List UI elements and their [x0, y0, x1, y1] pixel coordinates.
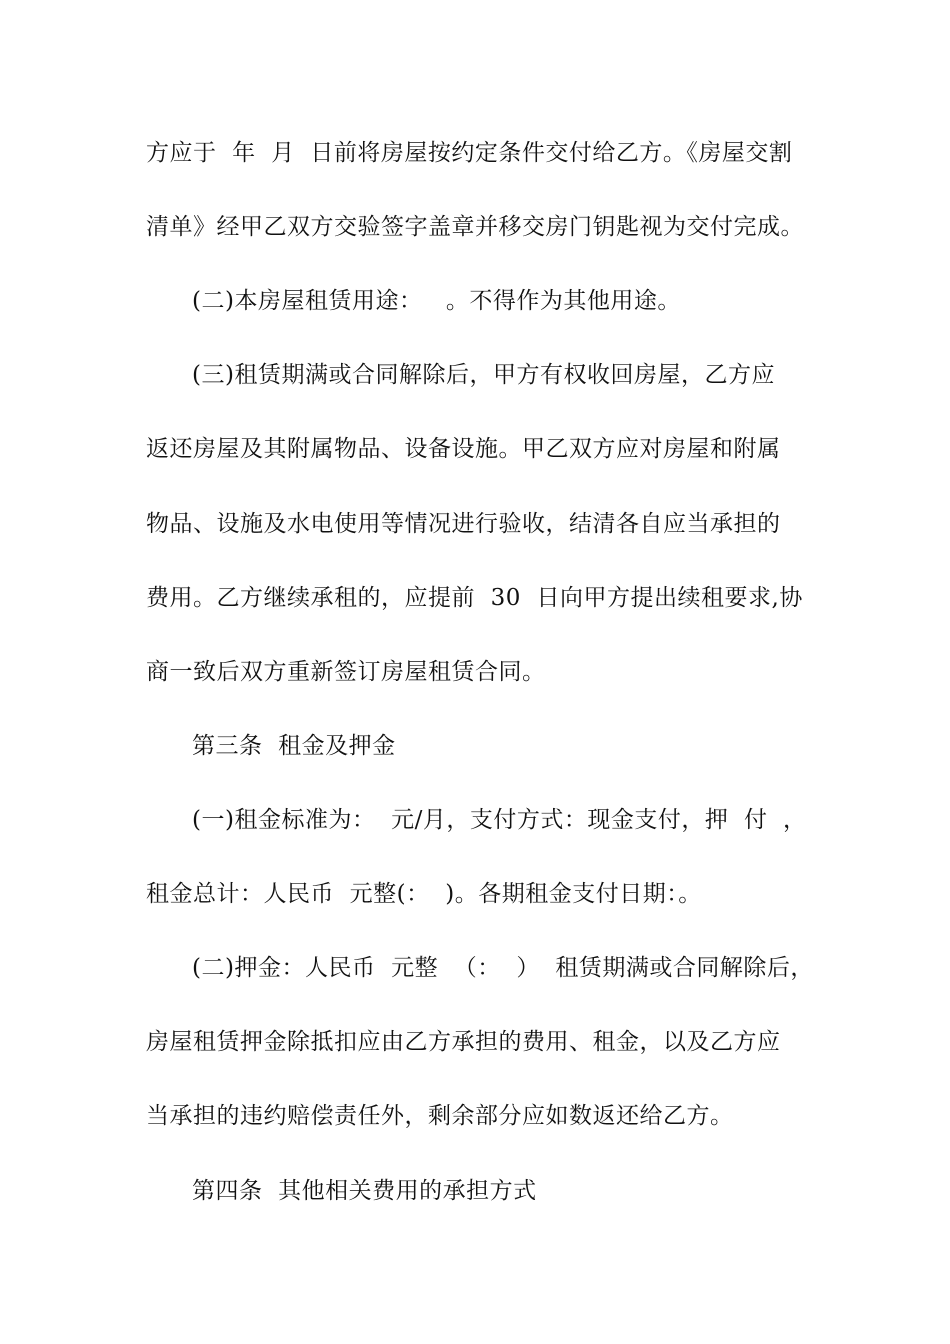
text-line-13: 房屋租赁押金除抵扣应由乙方承担的费用、租金，以及乙方应 [146, 1029, 781, 1055]
text-line-10: (一)租金标准为： 元/月，支付方式：现金支付，押 付 ， [192, 807, 807, 833]
text-line-6: 物品、设施及水电使用等情况进行验收，结清各自应当承担的 [146, 511, 781, 537]
text-line-14: 当承担的违约赔偿责任外，剩余部分应如数返还给乙方。 [146, 1103, 734, 1129]
section-heading-4: 第四条 其他相关费用的承担方式 [192, 1178, 537, 1204]
text-line-12: (二)押金：人民币 元整 （： ） 租赁期满或合同解除后， [192, 955, 814, 981]
text-line-3: (二)本房屋租赁用途： 。不得作为其他用途。 [192, 288, 681, 314]
text-line-1: 方应于 年 月 日前将房屋按约定条件交付给乙方。《房屋交割 [146, 140, 793, 166]
section-heading-3: 第三条 租金及押金 [192, 733, 396, 759]
text-line-8: 商一致后双方重新签订房屋租赁合同。 [146, 659, 546, 685]
text-line-2: 清单》经甲乙双方交验签字盖章并移交房门钥匙视为交付完成。 [146, 214, 804, 240]
text-line-7: 费用。乙方继续承租的，应提前 30 日向甲方提出续租要求,协 [146, 585, 803, 611]
text-line-5: 返还房屋及其附属物品、设备设施。甲乙双方应对房屋和附属 [146, 436, 781, 462]
text-line-4: (三)租赁期满或合同解除后，甲方有权收回房屋，乙方应 [192, 362, 775, 388]
text-line-11: 租金总计：人民币 元整(： )。各期租金支付日期：。 [146, 881, 702, 907]
